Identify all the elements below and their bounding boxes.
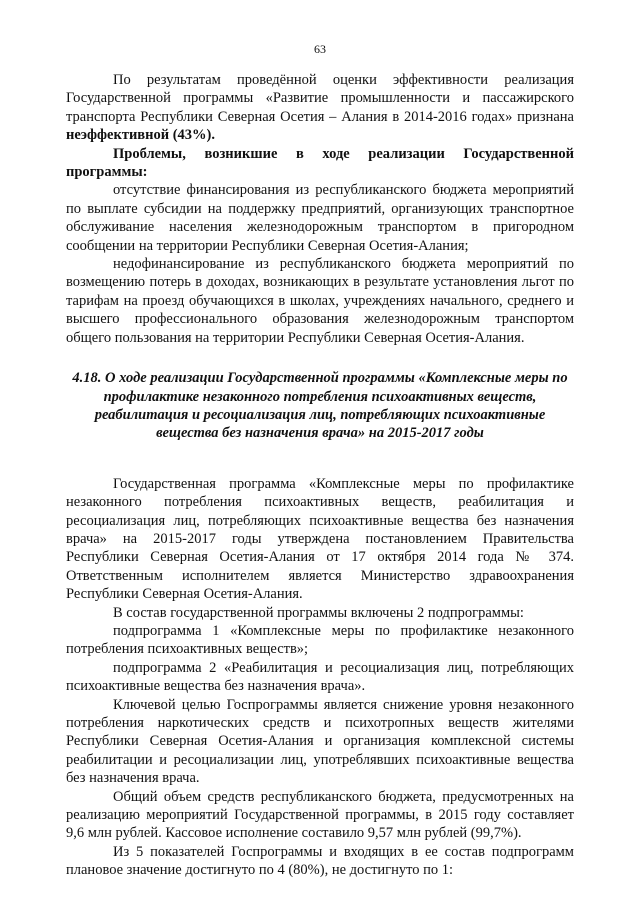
- intro-paragraph: [66, 71, 574, 145]
- page-content: [66, 71, 574, 880]
- page-number: 63: [314, 42, 326, 56]
- problems-heading: Проблемы, возникшие в ходе реализации Государственной программы:: [66, 145, 574, 181]
- rating-text: неэффективной (43%).: [66, 127, 216, 144]
- problem-item: недофинансирование из республиканского бюджета мероприятий по возмещению потерь в доходах, возникающих в результате установления льгот по тарифам на проезд обучающихся в школах, учреждениях начального, среднего и высшего профессионального образования железнодорожным транспортом общего пользования на территории Республики Северная Осетия-Алания.: [66, 256, 574, 346]
- subprogram-item: подпрограмма 1 «Комплексные меры по профилактике незаконного потребления психоактивных веществ»;: [66, 622, 574, 658]
- problem-item: отсутствие финансирования из республиканского бюджета мероприятий по выплате субсидии на поддержку предприятий, организующих транспортное обслуживание населения железнодорожным транспортом в пригородном сообщении на территории Республики Северная Осетия-Алания;: [66, 182, 574, 254]
- subprogram-item: подпрограмма 2 «Реабилитация и ресоциализация лиц, потребляющих психоактивные вещества без назначения врача».: [66, 659, 574, 695]
- body-paragraph: В состав государственной программы включены 2 подпрограммы:: [113, 604, 524, 621]
- body-paragraph: Из 5 показателей Госпрограммы и входящих в ее состав подпрограмм плановое значение достигнуто по 4 (80%), не достигнуто по 1:: [66, 843, 574, 879]
- section-heading: 4.18. О ходе реализации Государственной программы «Комплексные меры по профилактике незаконного потребления психоактивных веществ, реабилитация и ресоциализация лиц, потребляющих психоактивные вещества без назначения врача» на 2015-2017 годы: [72, 370, 568, 442]
- body-paragraph: Общий объем средств республиканского бюджета, предусмотренных на реализацию мероприятий Государственной программы, в 2015 году составляет 9,6 млн рублей. Кассовое исполнение составило 9,57 млн рублей (99,7%).: [66, 788, 574, 842]
- intro-text: По результатам проведённой оценки эффективности реализация Государственной программы «Развитие промышленности и пассажирского транспорта Республики Северная Осетия – Алания в 2014-2016 годах» признана: [66, 72, 574, 125]
- body-paragraph: Государственная программа «Комплексные меры по профилактике незаконного потребления психоактивных веществ, реабилитация и ресоциализация лиц, потребляющих психоактивные вещества без назначения врача» на 2015-2017 годы утверждена постановлением Правительства Республики Северная Осетия-Алания от 17 октября 2014 года № 374. Ответственным исполнителем является Министерство здравоохранения Республики Северная Осетия-Алания.: [66, 475, 574, 603]
- body-paragraph: Ключевой целью Госпрограммы является снижение уровня незаконного потребления наркотических средств и психотропных веществ жителями Республики Северная Осетия-Алания и организация комплексной системы реабилитации и ресоциализации лиц, употреблявших психоактивные вещества без назначения врача.: [66, 696, 574, 787]
